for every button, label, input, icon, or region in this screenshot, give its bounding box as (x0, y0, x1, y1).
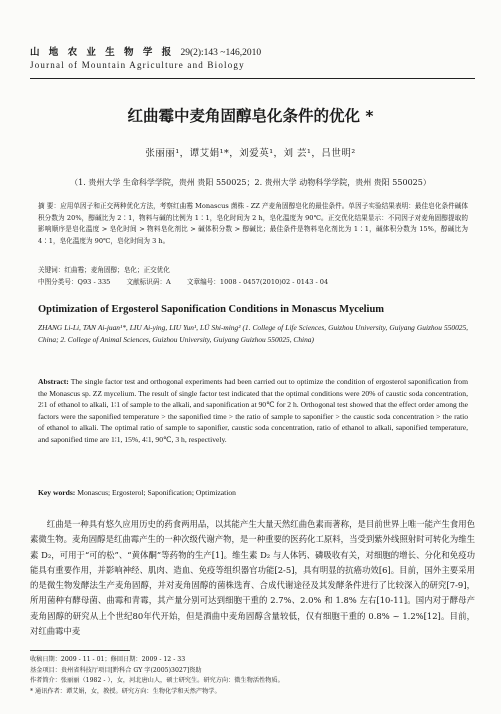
journal-header (30, 44, 475, 70)
footnotes (30, 655, 475, 697)
journal-name-en: Journal of Mountain Agriculture and Biology (30, 60, 245, 70)
keywords-en-label: Key words: (38, 488, 76, 497)
affiliation: （1. 贵州大学 生命科学学院，贵州 贵阳 550025；2. 贵州大学 动物科学学院，贵州 贵阳 550025） (70, 178, 431, 187)
article-number: 文章编号：1008 - 0457(2010)02 - 0143 - 04 (186, 278, 329, 286)
abstract-en-text: The single factor test and orthogonal experiments had been carried out to optimize the condition of ergosterol saponification from the Monascus sp. ZZ mycelium. The result of single factor test indicated that the optimal conditions were 20% of caustic soda concentration, 2∶1 of ethanol to alkali, 1∶1 of sample to the alkali, and saponification at 90℃ for 2 h. Orthogonal test showed that the effect order among the factors were the saponified temperature > the saponified time > the ratio of sample to saponifier > the caustic soda concentration > the ratio of ethanol to alkali. The optimal ratio of sample to saponifier, caustic soda concentration, ratio of ethanol to alkali, saponified temperature, and saponified time are 1∶1, 15%, 4∶1, 90℃, 3 h, respectively. (38, 377, 468, 444)
clc-number: 中图分类号：Q93 - 335 (38, 278, 111, 286)
abstract-cn: 摘 要：应用单因子和正交两种优化方法，考察红曲霉 Monascus 菌株 - ZZ 产麦角固醇皂化的最佳条件。单因子实验结果表明：最佳皂化条件碱体积分数为 20%，醇碱比为 2∶1，物料与碱的比例为 1∶1，皂化时间为 2 h，皂化温度为 90℃。正交优化结果显示：不同因子对麦角固醇提取的影响顺序是皂化温度 > 皂化时间 > 物料皂化剂比 > 碱体积分数 > 醇碱比；最佳条件是物料皂化剂比为 1∶1，碱体积分数为 15%，醇碱比为 4∶1，皂化温度为 90℃，皂化时间为 3 h。 (38, 202, 468, 245)
abstract-en (38, 376, 468, 445)
abstract-en-label: Abstract: (38, 377, 69, 386)
classification-line (38, 276, 468, 286)
paper-title: 红曲霉中麦角固醇皂化条件的优化 * (127, 107, 374, 125)
volume-info: 29(2):143 ~146,2010 (180, 48, 262, 58)
author-list-en: ZHANG Li-Li, TAN Ai-juan¹*, LIU Ai-ying, LIU Yun¹, LÜ Shi-ming² (1. College of Life Sciences, Guizhou University, Guiyang Guizhou 550025, China; 2. College of Animal Sciences, Guizhou University, Guiyang Guizhou 550025, China) (38, 323, 468, 344)
paper-title-en: Optimization of Ergosterol Saponification Conditions in Monascus Mycelium (38, 304, 385, 315)
author-list: 张丽丽¹，谭艾娟¹*，刘爱英¹，刘 芸¹，吕世明² (145, 148, 356, 159)
body-paragraph: 红曲是一种具有悠久应用历史的药食两用品，以其能产生大量天然红曲色素而著称，是目前世界上唯一能产生食用色素微生物。麦角固醇是红曲霉产生的一种次级代谢产物，是一种重要的医药化工原料，当受到紫外线照射时可转化为维生素 D₂，可用于“可的松”、“黄体酮”等药物的生产[1]。维生素 D₂ 与人体钙、磷吸收有关，对细胞的增长、分化和免疫功能具有重要作用，并影响神经、肌肉、造血、免疫等组织器官功能[2-5]，具有明显的抗癌功效[6]。目前，国外主要采用的是微生物发酵法生产麦角固醇，并对麦角固醇的菌株选育、合成代谢途径及其发酵条件进行了比较深入的研究[7-9]，所用菌种有酵母菌、曲霉和青霉，其产量分别可达到细胞干重的 2.7%、2.0% 和 1.8% 左右[10-11]。国内对于酵母产麦角固醇的研究从上个世纪80年代开始，但是酒曲中麦角固醇含量较低，仅有细胞干重的 0.8% ~ 1.2%[12]。目前，对红曲霉中麦 (30, 519, 475, 637)
keywords-en-text: Monascus; Ergosterol; Saponification; Optimization (77, 488, 236, 497)
keywords-cn: 关键词：红曲霉；麦角固醇；皂化；正交优化 (38, 266, 170, 274)
document-code: 文献标识码：A (126, 278, 171, 286)
author-bio: 作者简介：张丽丽（1982 - ），女，河北唐山人，硕士研究生。研究方向：微生物活性物质。 (30, 677, 284, 684)
keywords-en (38, 488, 468, 497)
journal-name-cn: 山 地 农 业 生 物 学 报 (30, 47, 175, 58)
received-date: 收稿日期：2009 - 11 - 01；修回日期：2009 - 12 - 33 (30, 656, 186, 663)
corresponding-author: * 通讯作者：谭艾娟，女，教授。研究方向：生物化学和天然产物学。 (30, 687, 221, 695)
fund-info: 基金项目：贵州省科技厅项目[黔科合 GY 字(2005)3027]资助 (30, 666, 202, 674)
header-rule (30, 78, 475, 79)
footnote-rule (30, 650, 130, 651)
